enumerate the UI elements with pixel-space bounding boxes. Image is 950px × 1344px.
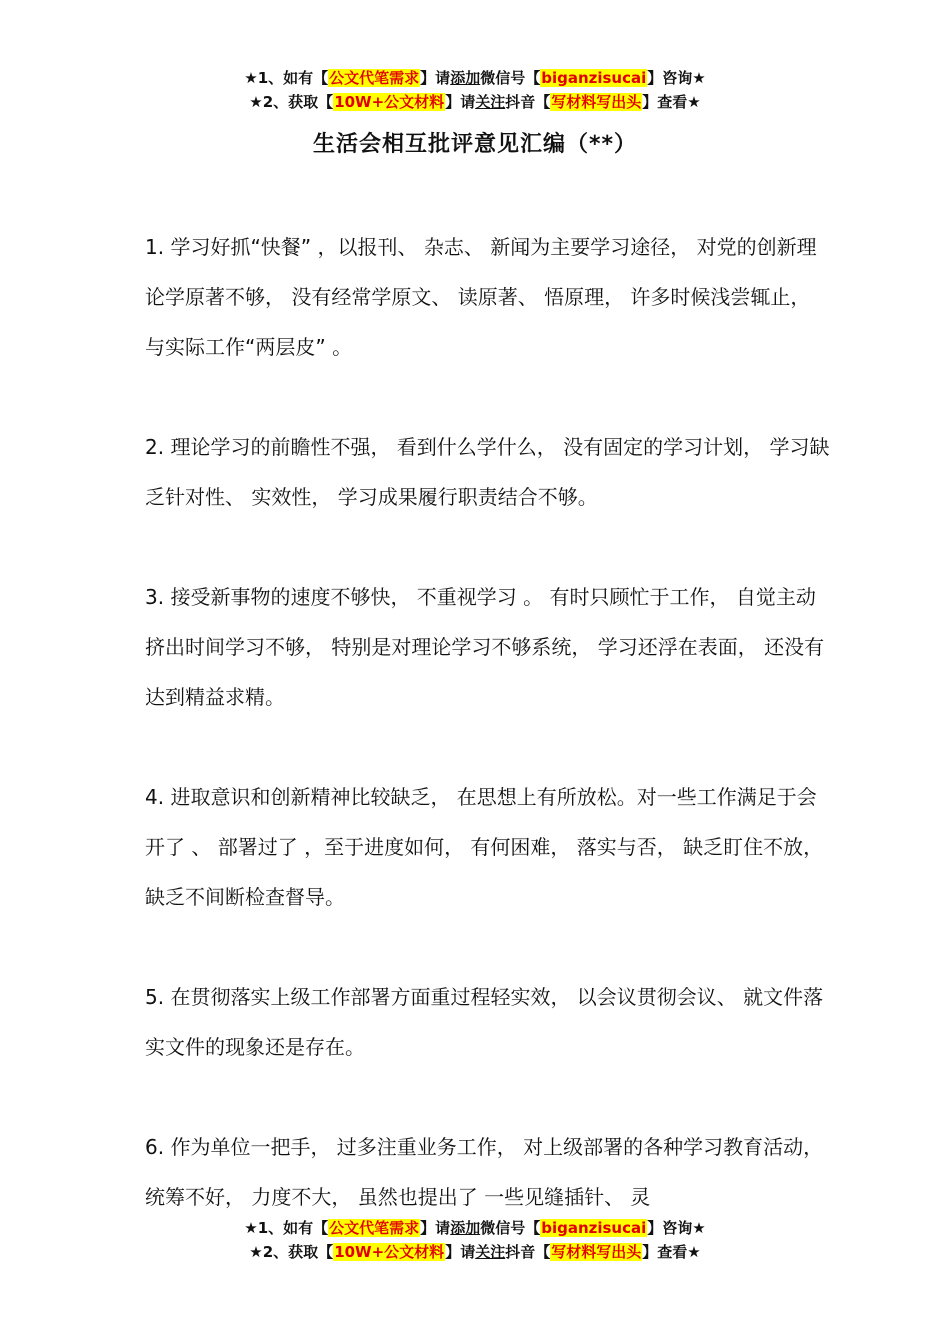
banner-line-2: ★2、获取【10W+公文材料】请关注抖音【写材料写出头】查看★: [249, 93, 701, 111]
footer-banner: [0, 1216, 950, 1264]
footer-highlight-douyin-account: 写材料写出头: [551, 1243, 642, 1261]
footer-line-2: ★2、获取【10W+公文材料】请关注抖音【写材料写出头】查看★: [249, 1243, 701, 1261]
document-title: 生活会相互批评意见汇编（**）: [312, 132, 637, 157]
banner-line-1: ★1、如有【公文代笔需求】请添加微信号【biganzisucai】咨询★: [244, 69, 706, 87]
highlight-wechat-id: biganzisucai: [541, 69, 647, 87]
paragraph-4: 4. 进取意识和创新精神比较缺乏， 在思想上有所放松。对一些工作满足于会开了 、 部署过了 ，至于进度如何， 有何困难， 落实与否， 缺乏盯住不放， 缺乏不间断检查督导。: [145, 785, 824, 909]
footer-highlight-wechat-id: biganzisucai: [541, 1219, 647, 1237]
highlight-douyin-account: 写材料写出头: [551, 93, 642, 111]
paragraph-1: 1. 学习好抓“快餐” ，以报刊、 杂志、 新闻为主要学习途径， 对党的创新理论学原著不够， 没有经常学原文、 读原著、 悟原理， 许多时候浅尝辄止， 与实际工作“两层皮” 。: [145, 235, 817, 359]
header-banner: [0, 66, 950, 114]
footer-highlight-service: 公文代笔需求: [329, 1219, 420, 1237]
footer-line-1: ★1、如有【公文代笔需求】请添加微信号【biganzisucai】咨询★: [244, 1219, 706, 1237]
paragraph-2: 2. 理论学习的前瞻性不强， 看到什么学什么， 没有固定的学习计划， 学习缺乏针对性、 实效性， 学习成果履行职责结合不够。: [145, 435, 830, 509]
highlight-service: 公文代笔需求: [329, 69, 420, 87]
footer-highlight-materials: 10W+公文材料: [334, 1243, 445, 1261]
paragraph-5: 5. 在贯彻落实上级工作部署方面重过程轻实效， 以会议贯彻会议、 就文件落实文件的现象还是存在。: [145, 985, 824, 1059]
paragraph-6: 6. 作为单位一把手， 过多注重业务工作， 对上级部署的各种学习教育活动， 统筹不好， 力度不大， 虽然也提出了 一些见缝插针、 灵: [145, 1135, 824, 1209]
highlight-materials: 10W+公文材料: [334, 93, 445, 111]
document-body: [145, 222, 835, 1272]
paragraph-3: 3. 接受新事物的速度不够快， 不重视学习 。 有时只顾忙于工作， 自觉主动挤出时间学习不够， 特别是对理论学习不够系统， 学习还浮在表面， 还没有达到精益求精。: [145, 585, 825, 709]
